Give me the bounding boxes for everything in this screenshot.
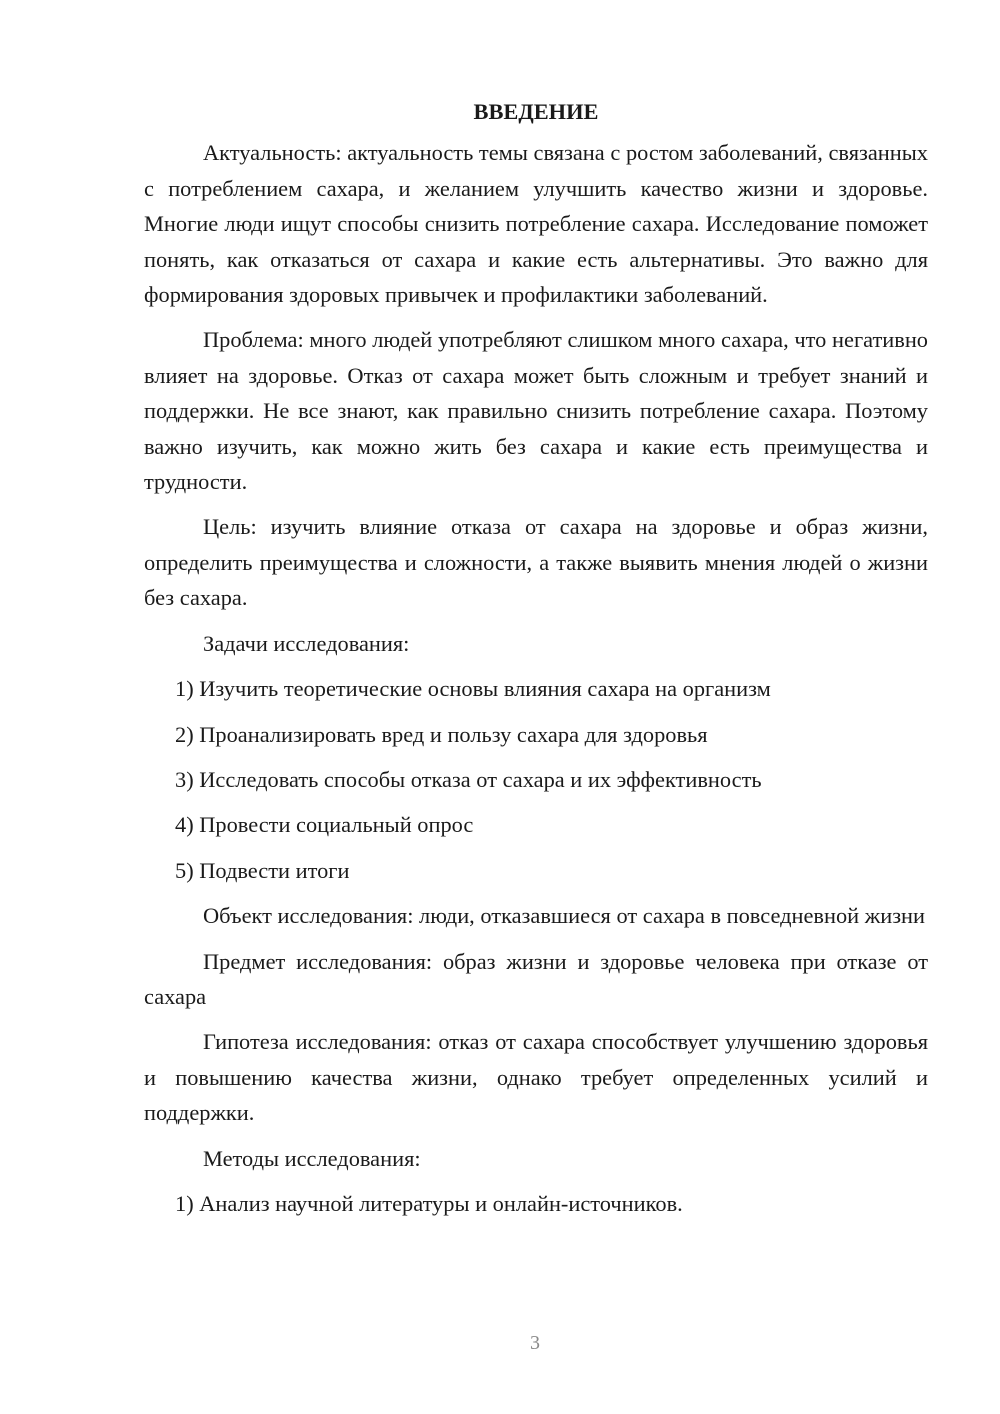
problem-paragraph: Проблема: много людей употребляют слишком много сахара, что негативно влияет на здоровье. Отказ от сахара может быть сложным и требует знаний и поддержки. Не все знают, как правильно снизить потребление сахара. Поэтому важно изучить, как можно жить без сахара и какие есть преимущества и трудности. — [144, 327, 928, 495]
tasks-label: Задачи исследования: — [203, 630, 410, 656]
page-number: 3 — [530, 1332, 540, 1354]
section-heading: ВВЕДЕНИЕ — [473, 99, 599, 124]
task-item: 4) Провести социальный опрос — [175, 812, 474, 838]
task-item: 2) Проанализировать вред и пользу сахара для здоровья — [175, 721, 708, 747]
page-content — [144, 94, 928, 1231]
task-item: 1) Изучить теоретические основы влияния сахара на организм — [175, 676, 771, 702]
task-item: 3) Исследовать способы отказа от сахара и их эффективность — [175, 766, 762, 792]
subject-paragraph: Предмет исследования: образ жизни и здоровье человека при отказе от сахара — [144, 948, 928, 1009]
goal-paragraph: Цель: изучить влияние отказа от сахара на здоровье и образ жизни, определить преимущества и сложности, а также выявить мнения людей о жизни без сахара. — [144, 514, 928, 611]
actuality-paragraph: Актуальность: актуальность темы связана с ростом заболеваний, связанных с потреблением сахара, и желанием улучшить качество жизни и здоровье. Многие люди ищут способы снизить потребление сахара. Исследование поможет понять, как отказаться от сахара и какие есть альтернативы. Это важно для формирования здоровых привычек и профилактики заболеваний. — [144, 140, 928, 308]
method-item: 1) Анализ научной литературы и онлайн-источников. — [175, 1190, 683, 1216]
object-paragraph: Объект исследования: люди, отказавшиеся от сахара в повседневной жизни — [203, 903, 925, 929]
methods-label: Методы исследования: — [203, 1145, 421, 1171]
task-item: 5) Подвести итоги — [175, 857, 350, 883]
methods-list — [144, 1186, 928, 1221]
tasks-list — [144, 671, 928, 888]
hypothesis-paragraph: Гипотеза исследования: отказ от сахара способствует улучшению здоровья и повышению качества жизни, однако требует определенных усилий и поддержки. — [144, 1029, 928, 1126]
